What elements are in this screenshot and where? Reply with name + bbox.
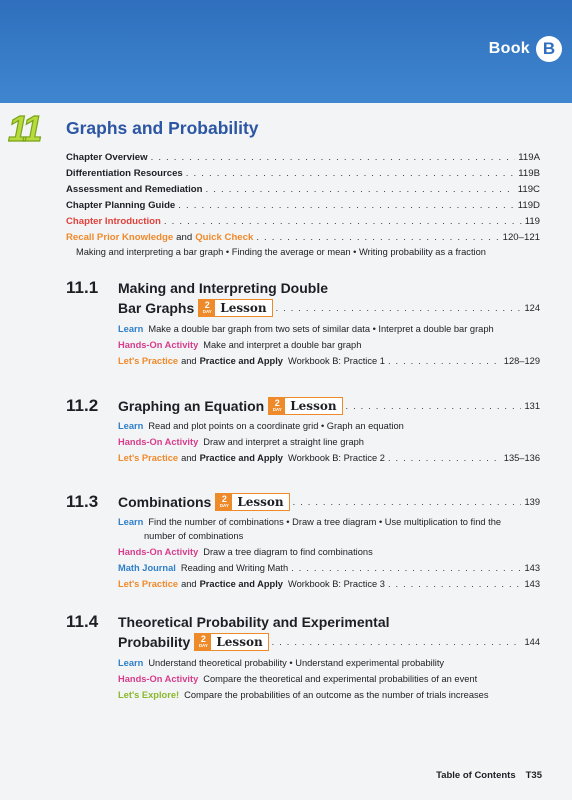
learn-label: Learn — [118, 658, 144, 668]
math-journal-page: 143 — [524, 563, 540, 573]
practice-page: 135–136 — [503, 453, 540, 463]
toc-entry[interactable] — [66, 216, 540, 227]
lesson-badge — [198, 299, 272, 317]
page-footer — [436, 770, 542, 781]
section-title[interactable]: Making and Interpreting Double — [118, 280, 329, 296]
practice-text: Workbook B: Practice 1 — [287, 356, 385, 366]
leader-dots — [164, 216, 522, 227]
section-number: 11.3 — [66, 492, 99, 511]
book-label: Book — [488, 40, 530, 57]
learn-label: Learn — [118, 324, 144, 334]
toc-label-quick-check: Quick Check — [195, 232, 254, 243]
lets-practice-label: Let's Practice — [118, 356, 179, 366]
toc-entry[interactable] — [66, 232, 540, 243]
hands-on-label: Hands-On Activity — [118, 674, 199, 684]
hands-on-line — [118, 547, 373, 557]
and-text: and — [181, 356, 197, 366]
lets-practice-label: Let's Practice — [118, 579, 179, 589]
hands-on-text: Compare the theoretical and experimental probabilities of an event — [203, 674, 478, 684]
day-tag: 2 DAY — [199, 300, 215, 316]
toc-label: Chapter Overview — [66, 152, 148, 163]
hands-on-line — [118, 437, 364, 447]
practice-line[interactable] — [118, 579, 540, 589]
chapter-number: 11 — [8, 108, 40, 149]
lesson-label: Lesson — [290, 399, 337, 413]
toc-entry[interactable] — [66, 152, 540, 163]
leader-dots — [276, 303, 522, 313]
section-title-line2: Bar Graphs — [118, 300, 195, 316]
toc-label: Assessment and Remediation — [66, 184, 203, 195]
practice-apply-label: Practice and Apply — [199, 579, 283, 589]
section-page: 139 — [524, 497, 540, 507]
recall-subtopics: Making and interpreting a bar graph • Finding the average or mean • Writing probability as a fraction — [76, 247, 486, 257]
hands-on-label: Hands-On Activity — [118, 547, 199, 557]
header-banner — [0, 0, 572, 103]
section-title-row[interactable] — [118, 397, 540, 415]
learn-text: Make a double bar graph from two sets of similar data • Interpret a double bar graph — [148, 324, 494, 334]
practice-line[interactable] — [118, 453, 540, 463]
toc-label: Differentiation Resources — [66, 168, 183, 179]
toc-entry[interactable] — [66, 200, 540, 211]
section-number: 11.2 — [66, 396, 99, 415]
day-tag: 2 DAY — [269, 398, 285, 414]
math-journal-label: Math Journal — [118, 563, 176, 573]
footer-page-number: T35 — [525, 770, 542, 781]
hands-on-label: Hands-On Activity — [118, 437, 199, 447]
practice-page: 143 — [524, 579, 540, 589]
learn-text: Find the number of combinations • Draw a tree diagram • Use multiplication to find the — [148, 517, 502, 527]
toc-page: 119D — [517, 200, 540, 211]
hands-on-text: Draw and interpret a straight line graph — [203, 437, 364, 447]
section-page: 144 — [524, 637, 540, 647]
explore-line — [118, 690, 488, 700]
leader-dots — [178, 200, 514, 211]
lets-explore-label: Let's Explore! — [118, 690, 180, 700]
section-title[interactable]: Theoretical Probability and Experimental — [118, 614, 390, 630]
practice-text: Workbook B: Practice 2 — [287, 453, 385, 463]
practice-text: Workbook B: Practice 3 — [287, 579, 385, 589]
toc-page: 119A — [518, 152, 540, 163]
lesson-label: Lesson — [220, 301, 267, 315]
leader-dots — [291, 563, 521, 573]
lesson-badge — [194, 633, 268, 651]
learn-text: Understand theoretical probability • Understand experimental probability — [148, 658, 445, 668]
toc-label: Chapter Introduction — [66, 216, 161, 227]
day-tag: 2 DAY — [195, 634, 211, 650]
toc-page: 119B — [518, 168, 540, 179]
and-text: and — [181, 453, 197, 463]
learn-line — [118, 324, 494, 334]
toc-label-recall: Recall Prior Knowledge — [66, 232, 174, 243]
toc-label-and: and — [176, 232, 193, 243]
lesson-label: Lesson — [237, 495, 284, 509]
toc-label: Chapter Planning Guide — [66, 200, 176, 211]
section-title: Graphing an Equation — [118, 398, 265, 414]
section-title-row[interactable] — [118, 493, 540, 511]
leader-dots — [272, 637, 522, 647]
lesson-label: Lesson — [216, 635, 263, 649]
day-tag: 2 DAY — [216, 494, 232, 510]
leader-dots — [206, 184, 515, 195]
section-page: 131 — [524, 401, 540, 411]
learn-text-continued: number of combinations — [144, 531, 244, 541]
explore-text: Compare the probabilities of an outcome as the number of trials increases — [184, 690, 489, 700]
learn-line — [118, 421, 404, 431]
practice-page: 128–129 — [503, 356, 540, 366]
learn-text: Read and plot points on a coordinate grid • Graph an equation — [148, 421, 404, 431]
toc-page: 119 — [524, 216, 540, 227]
section-title-row[interactable] — [118, 299, 540, 317]
and-text: and — [181, 579, 197, 589]
section-title-line2: Probability — [118, 634, 191, 650]
footer-text: Table of Contents — [436, 770, 516, 781]
practice-line[interactable] — [118, 356, 540, 366]
hands-on-text: Draw a tree diagram to find combinations — [203, 547, 373, 557]
leader-dots — [293, 497, 522, 507]
lets-practice-label: Let's Practice — [118, 453, 179, 463]
leader-dots — [388, 453, 501, 463]
practice-apply-label: Practice and Apply — [199, 453, 283, 463]
practice-apply-label: Practice and Apply — [199, 356, 283, 366]
section-number: 11.1 — [66, 278, 99, 297]
math-journal-text: Reading and Writing Math — [180, 563, 289, 573]
lesson-badge — [215, 493, 289, 511]
hands-on-line — [118, 674, 477, 684]
learn-line — [118, 517, 501, 527]
toc-page: 120–121 — [502, 232, 540, 243]
toc-entry[interactable] — [66, 168, 540, 179]
leader-dots — [388, 579, 522, 589]
toc-entry[interactable] — [66, 184, 540, 195]
leader-dots — [186, 168, 516, 179]
lesson-badge — [268, 397, 342, 415]
book-letter-badge: B — [536, 36, 562, 62]
book-indicator — [489, 36, 562, 62]
section-number: 11.4 — [66, 612, 99, 631]
section-title: Combinations — [118, 494, 212, 510]
leader-dots — [256, 232, 499, 243]
leader-dots — [151, 152, 516, 163]
math-journal-line[interactable] — [118, 563, 540, 573]
learn-line — [118, 658, 444, 668]
hands-on-line — [118, 340, 361, 350]
learn-label: Learn — [118, 421, 144, 431]
section-title-row[interactable] — [118, 633, 540, 651]
leader-dots — [346, 401, 522, 411]
learn-label: Learn — [118, 517, 144, 527]
toc-page: 119C — [517, 184, 540, 195]
hands-on-label: Hands-On Activity — [118, 340, 199, 350]
hands-on-text: Make and interpret a double bar graph — [203, 340, 362, 350]
chapter-title: Graphs and Probability — [66, 118, 259, 138]
leader-dots — [388, 356, 501, 366]
section-page: 124 — [524, 303, 540, 313]
